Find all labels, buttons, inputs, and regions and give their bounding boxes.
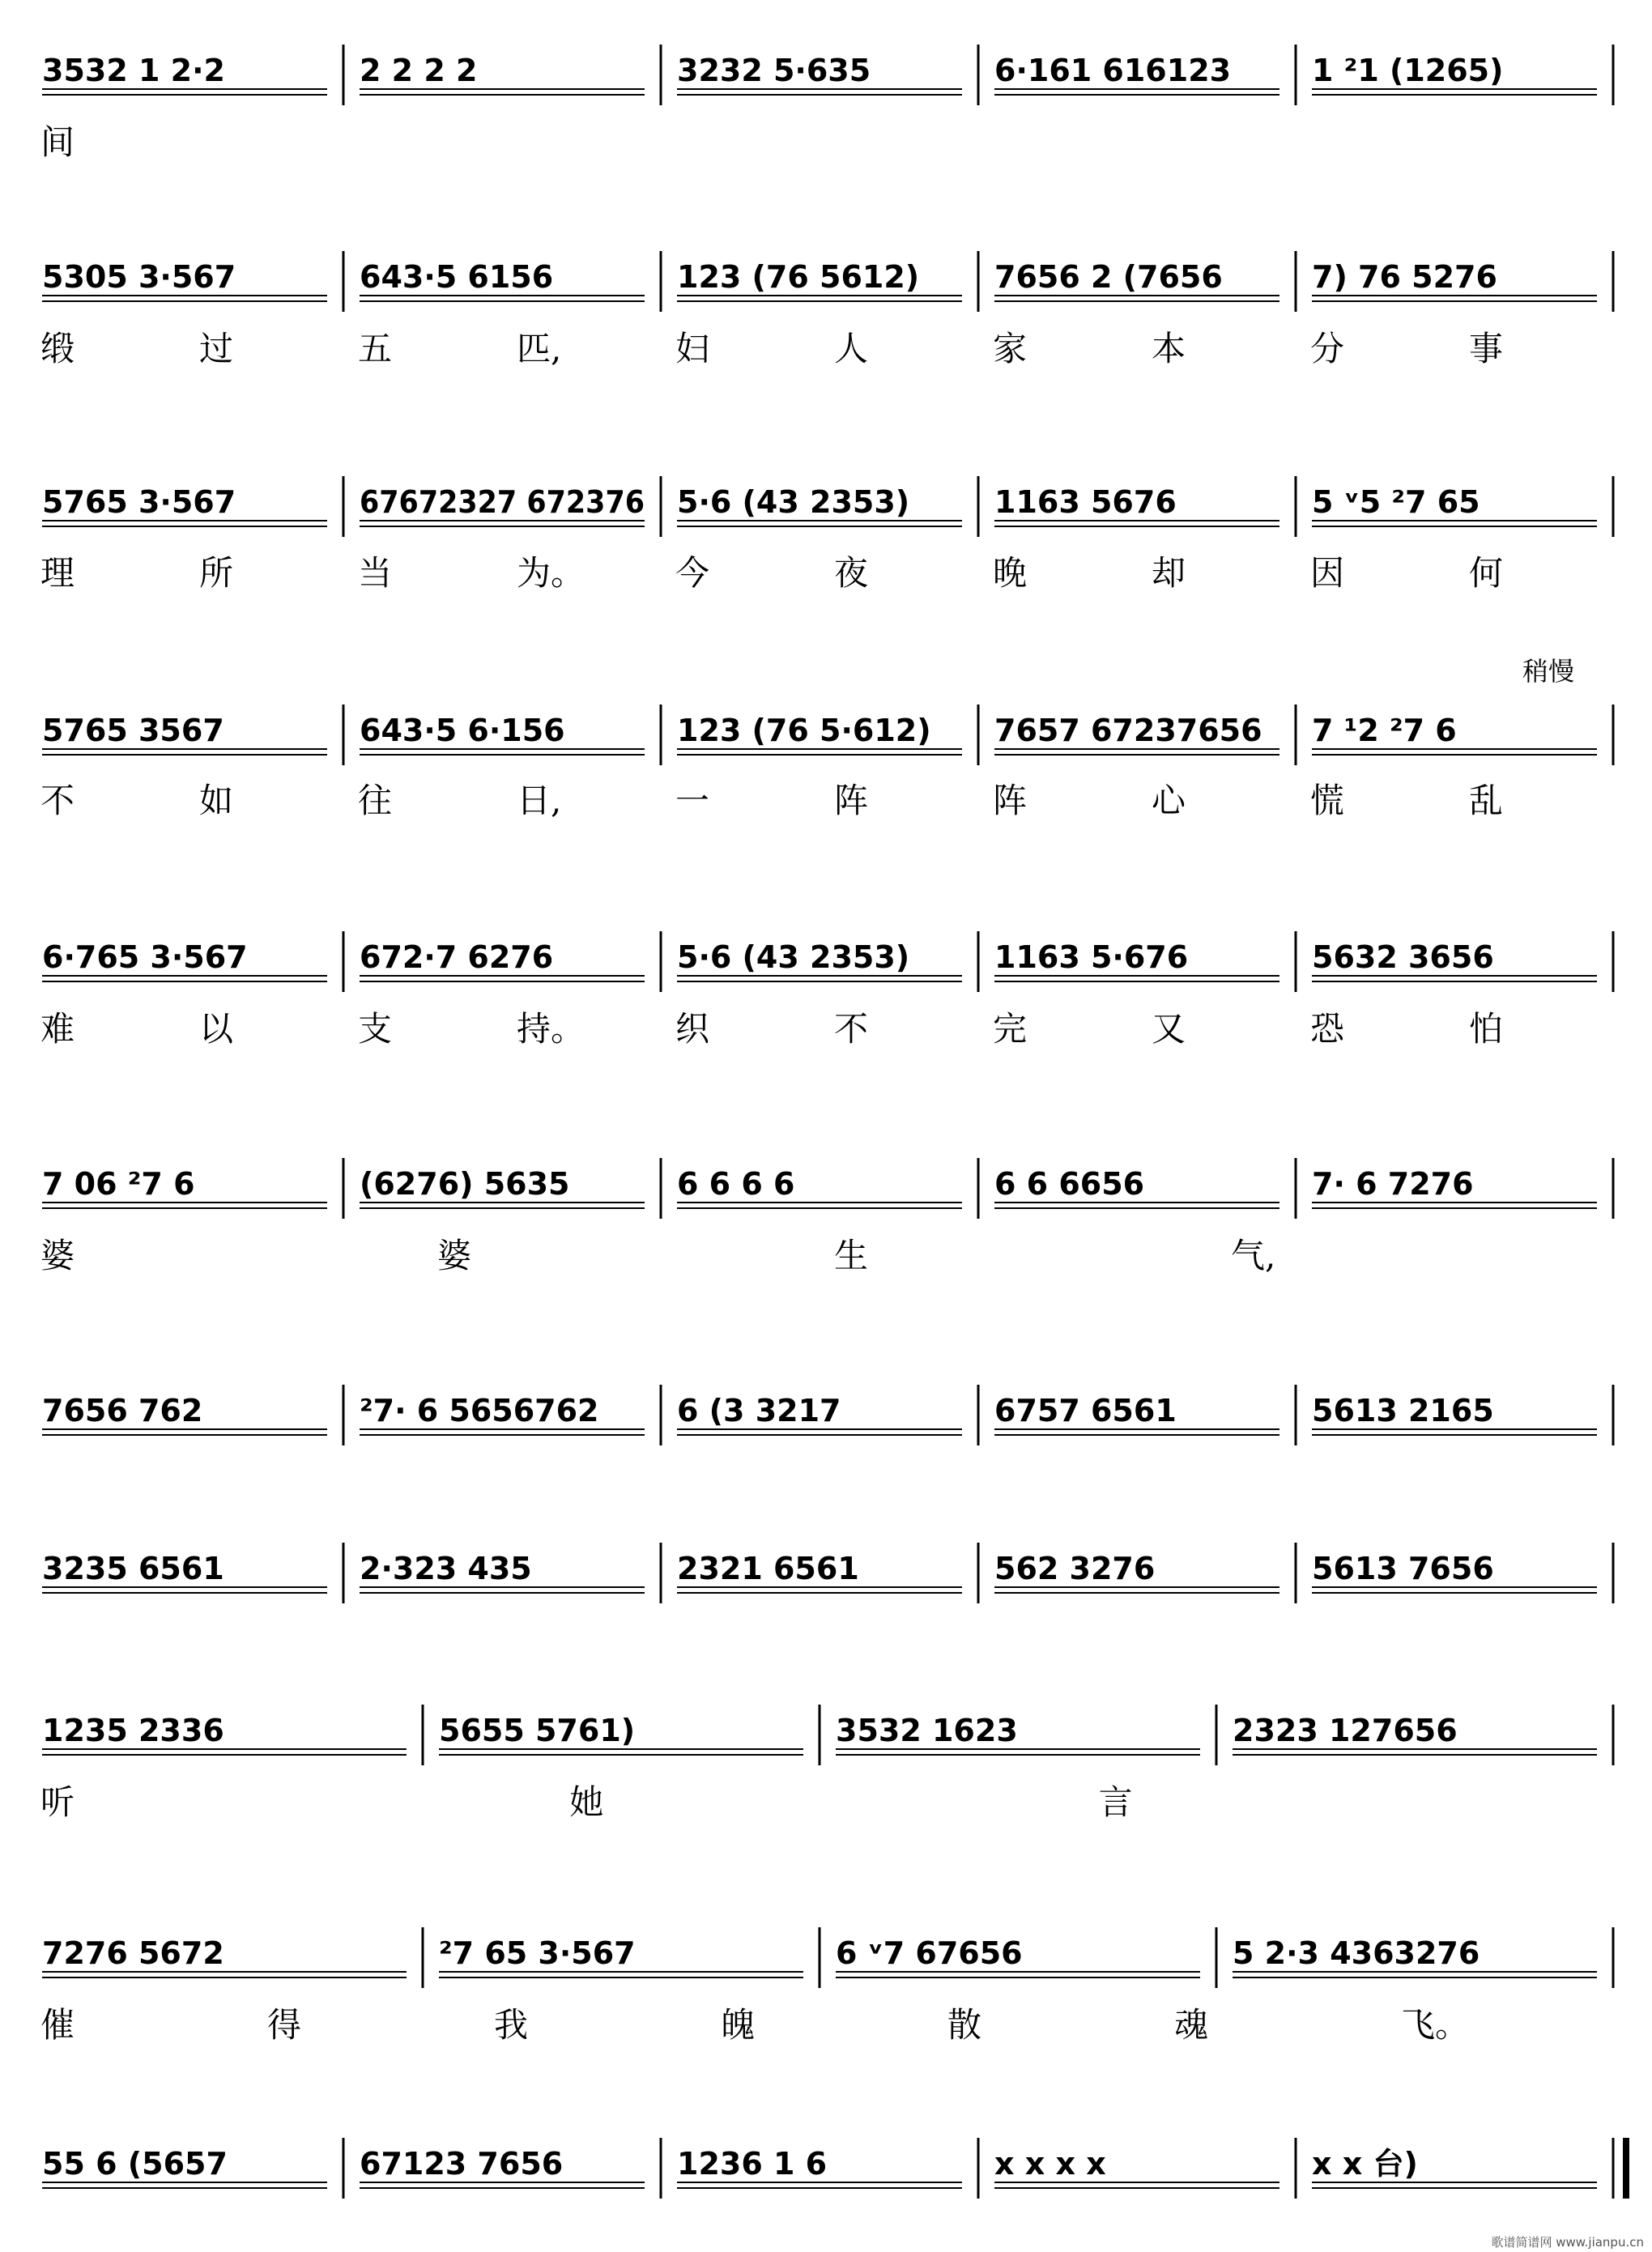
- lyric-char: 匹,: [517, 329, 562, 368]
- lyric-char: 却: [1152, 553, 1186, 593]
- measure-notes: 2321 6561: [677, 1551, 859, 1586]
- measure-notes: 2 2 2 2: [360, 53, 478, 88]
- lyric-char: 完: [993, 1009, 1028, 1049]
- measure-notes: (6276) 5635: [360, 1166, 570, 1202]
- lyric-char: 散: [947, 2005, 982, 2045]
- lyric-char: 家: [993, 329, 1028, 368]
- lyric-char: 婆: [40, 1236, 75, 1275]
- measure-notes: 1 ²1 (1265): [1312, 53, 1504, 88]
- lyric-char: 因: [1310, 553, 1345, 593]
- lyric-char: 不: [40, 781, 75, 820]
- measure-notes: 5 ᵛ5 ²7 65: [1312, 484, 1480, 520]
- measure-notes: 2323 127656: [1233, 1713, 1458, 1748]
- lyric-char: 气,: [1231, 1236, 1276, 1275]
- lyric-char: 催: [40, 2005, 75, 2045]
- watermark: 歌谱简谱网 www.jianpu.cn: [1491, 2235, 1644, 2250]
- lyric-char: 以: [199, 1009, 234, 1049]
- lyric-char: 恐: [1310, 1009, 1345, 1049]
- measure-notes: 1236 1 6: [677, 2146, 828, 2182]
- measure-notes: 7276 5672: [42, 1935, 224, 1971]
- lyric-char: 支: [358, 1009, 393, 1049]
- lyric-char: 五: [358, 329, 393, 368]
- score-line: [42, 1543, 1613, 1603]
- measure-notes: x x 台): [1312, 2146, 1418, 2182]
- lyric-char: 织: [675, 1009, 710, 1049]
- lyric-char: 生: [834, 1236, 869, 1275]
- score-line: [40, 1158, 1613, 1275]
- measure-notes: 7· 6 7276: [1312, 1166, 1474, 1202]
- score-line: [40, 1927, 1613, 2045]
- lyric-char: 今: [675, 553, 710, 593]
- lyric-char: 人: [834, 329, 869, 368]
- measure-notes: 5·6 (43 2353): [677, 484, 910, 520]
- measure-notes: 67123 7656: [360, 2146, 564, 2182]
- measure-notes: 5632 3656: [1312, 939, 1494, 975]
- lyric-char: 持。: [517, 1009, 585, 1049]
- lyric-char: 所: [199, 553, 234, 593]
- lyric-char: 理: [40, 553, 75, 593]
- lyric-char: 一: [675, 781, 710, 820]
- lyric-char: 当: [358, 553, 393, 593]
- measure-notes: 55 6 (5657: [42, 2146, 228, 2182]
- measure-notes: 6 ᵛ7 67656: [836, 1935, 1023, 1971]
- measure-notes: 7) 76 5276: [1312, 259, 1497, 295]
- measure-notes: 3532 1623: [836, 1713, 1018, 1748]
- measure-notes: 5765 3567: [42, 713, 224, 748]
- measure-notes: 6 6 6 6: [677, 1166, 795, 1202]
- score-line: [40, 705, 1613, 820]
- measure-notes: 7 ¹2 ²7 6: [1312, 713, 1457, 748]
- lyric-char: 飞。: [1401, 2005, 1470, 2045]
- lyric-char: 魂: [1174, 2005, 1209, 2045]
- lyric-char: 得: [267, 2005, 302, 2045]
- lyric-char: 事: [1469, 329, 1504, 368]
- score-line: [40, 45, 1613, 162]
- measure-notes: 562 3276: [994, 1551, 1156, 1586]
- lyric-char: 如: [199, 781, 234, 820]
- measure-notes: 5 2·3 4363276: [1233, 1935, 1480, 1971]
- lyric-char: 不: [834, 1009, 869, 1049]
- measure-notes: 3232 5·635: [677, 53, 871, 88]
- measure-notes: 6·161 616123: [994, 53, 1232, 88]
- lyric-char: 间: [40, 122, 75, 162]
- measure-notes: 3532 1 2·2: [42, 53, 225, 88]
- lyric-char: 慌: [1310, 781, 1345, 820]
- lyric-char: 又: [1152, 1009, 1186, 1049]
- measure-notes: 3235 6561: [42, 1551, 224, 1586]
- measure-notes: 5·6 (43 2353): [677, 939, 910, 975]
- lyric-char: 夜: [834, 553, 869, 593]
- measure-notes: 1163 5676: [994, 484, 1177, 520]
- tempo-mark: 稍慢: [1522, 656, 1575, 687]
- lyric-char: 婆: [437, 1236, 472, 1275]
- measure-notes: 6 (3 3217: [677, 1393, 841, 1428]
- measure-notes: 643·5 6156: [360, 259, 554, 295]
- score-line: [42, 1385, 1613, 1445]
- lyric-char: 阵: [993, 781, 1028, 820]
- measure-notes: ²7· 6 5656762: [360, 1393, 599, 1428]
- score-line: [40, 251, 1613, 368]
- measure-notes: 7656 762: [42, 1393, 203, 1428]
- measure-notes: 123 (76 5·612): [677, 713, 931, 748]
- measure-notes: 7 06 ²7 6: [42, 1166, 195, 1202]
- lyric-char: 分: [1310, 329, 1345, 368]
- lyric-char: 日,: [517, 781, 562, 820]
- score-content: [40, 45, 1626, 2199]
- measure-notes: 1235 2336: [42, 1713, 224, 1748]
- measure-notes: 67672327 672376: [360, 484, 645, 520]
- measure-notes: 6757 6561: [994, 1393, 1177, 1428]
- measure-notes: ²7 65 3·567: [439, 1935, 636, 1971]
- score-line: [42, 2138, 1626, 2199]
- measure-notes: 5765 3·567: [42, 484, 236, 520]
- measure-notes: 7656 2 (7656: [994, 259, 1223, 295]
- score-line: [40, 476, 1613, 593]
- measure-notes: 7657 67237656: [994, 713, 1262, 748]
- lyric-char: 魄: [721, 2005, 756, 2045]
- measure-notes: 5613 2165: [1312, 1393, 1494, 1428]
- lyric-char: 心: [1152, 781, 1186, 820]
- measure-notes: x x x x: [994, 2146, 1106, 2182]
- lyric-char: 言: [1098, 1782, 1133, 1822]
- lyric-char: 妇: [675, 329, 710, 368]
- measure-notes: 5655 5761): [439, 1713, 636, 1748]
- lyric-char: 何: [1469, 553, 1504, 593]
- measure-notes: 5305 3·567: [42, 259, 236, 295]
- lyric-char: 阵: [834, 781, 869, 820]
- lyric-char: 为。: [517, 553, 585, 593]
- lyric-char: 听: [40, 1782, 75, 1822]
- lyric-char: 往: [358, 781, 393, 820]
- measure-notes: 672·7 6276: [360, 939, 554, 975]
- measure-notes: 6 6 6656: [994, 1166, 1145, 1202]
- lyric-char: 过: [199, 329, 234, 368]
- measure-notes: 643·5 6·156: [360, 713, 565, 748]
- lyric-char: 怕: [1469, 1009, 1504, 1049]
- measure-notes: 6·765 3·567: [42, 939, 248, 975]
- lyric-char: 我: [494, 2005, 529, 2045]
- lyric-char: 乱: [1469, 781, 1504, 820]
- measure-notes: 2·323 435: [360, 1551, 532, 1586]
- lyric-char: 本: [1152, 329, 1186, 368]
- lyric-char: 晚: [993, 553, 1028, 593]
- measure-notes: 1163 5·676: [994, 939, 1189, 975]
- measure-notes: 123 (76 5612): [677, 259, 920, 295]
- lyric-char: 难: [40, 1009, 75, 1049]
- lyric-char: 缎: [40, 329, 75, 368]
- measure-notes: 5613 7656: [1312, 1551, 1494, 1586]
- score-line: [40, 931, 1613, 1049]
- score-line: [40, 1705, 1613, 1822]
- lyric-char: 她: [569, 1782, 604, 1822]
